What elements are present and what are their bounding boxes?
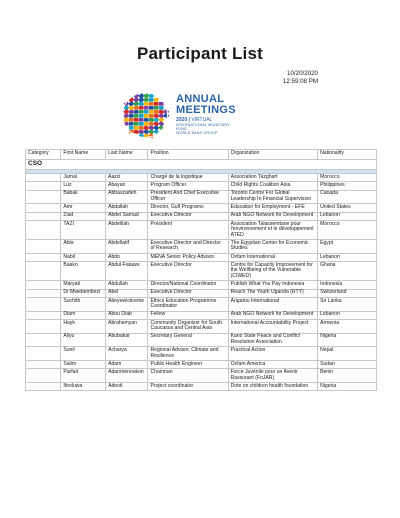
cell-last-name: Adanmènoukon — [106, 369, 148, 383]
cell-last-name: Abdellatif — [106, 240, 148, 254]
cell-last-name: Abrahamyan — [106, 319, 148, 333]
cell-category — [26, 333, 61, 347]
timestamp — [283, 70, 318, 86]
cell-nationality: Armenia — [318, 319, 377, 333]
cell-nationality: Morocco — [318, 174, 377, 182]
cell-position: Chargé de la logistique — [148, 174, 228, 182]
header-position: Position — [148, 150, 228, 160]
cell-first-name: Diam — [61, 311, 106, 319]
table-row — [26, 369, 377, 383]
cell-first-name: Maryati — [61, 281, 106, 289]
cell-organization: Force Juvénile pour un Avenir Rassurant (FoJAR) — [228, 369, 318, 383]
cell-last-name: Abdo — [106, 253, 148, 261]
cell-position: Public Health Engineer — [148, 361, 228, 369]
logo-text — [176, 94, 241, 135]
cell-organization: Association Talassemtane pour l'environnement et le développement ATED — [228, 220, 318, 239]
cell-first-name: Abla — [61, 240, 106, 254]
cell-nationality: Morocco — [318, 220, 377, 239]
cell-nationality: Lebanon — [318, 212, 377, 220]
page-title: Participant List — [136, 44, 263, 63]
table-row — [26, 289, 377, 297]
cell-first-name: Ziad — [61, 212, 106, 220]
cell-category — [26, 319, 61, 333]
logo-edition: VIRTUAL — [191, 117, 213, 123]
cell-category — [26, 361, 61, 369]
cell-category — [26, 369, 61, 383]
table-row — [26, 204, 377, 212]
cell-organization: Association Tazghart — [228, 174, 318, 182]
cell-position: Fellow — [148, 311, 228, 319]
cell-position: Executive Director — [148, 289, 228, 297]
table-row — [26, 319, 377, 333]
participant-table — [25, 149, 377, 391]
logo-org-wbg: WORLD BANK GROUP — [176, 131, 218, 135]
cell-last-name: Abdullah — [106, 281, 148, 289]
cell-position: Secretary General — [148, 333, 228, 347]
cell-category — [26, 297, 61, 311]
cell-nationality: Lebanon — [318, 311, 377, 319]
cell-organization: The Egyptian Center for Economic Studies — [228, 240, 318, 254]
cell-organization: Arab NGO Network for Development — [228, 212, 318, 220]
cell-category — [26, 204, 61, 212]
cell-position: Executive Director — [148, 212, 228, 220]
cell-organization: Kano State Peace and Conflict Resolution Association — [228, 333, 318, 347]
header-first-name: First Name — [61, 150, 106, 160]
cell-last-name: Adeoti — [106, 383, 148, 391]
cell-first-name: TAZI — [61, 220, 106, 239]
cell-first-name: Suchith — [61, 297, 106, 311]
cell-nationality: Ghana — [318, 262, 377, 281]
logo-line-annual: ANNUAL — [176, 93, 225, 105]
cell-category — [26, 190, 61, 204]
cell-category — [26, 212, 61, 220]
cell-category — [26, 240, 61, 254]
table-row — [26, 174, 377, 182]
cell-category — [26, 281, 61, 289]
cell-nationality: United States — [318, 204, 377, 212]
cell-organization: Child Rights Coalition Asia — [228, 182, 318, 190]
cell-position: Executive Director and Director of Research — [148, 240, 228, 254]
cell-first-name: Aliyu — [61, 333, 106, 347]
header-category: Category — [26, 150, 61, 160]
table-row — [26, 212, 377, 220]
cell-last-name: Abou Diab — [106, 311, 148, 319]
cell-first-name: Baako — [61, 262, 106, 281]
cell-position: President And Chief Executive Officer — [148, 190, 228, 204]
logo-year: 2020 — [176, 117, 188, 123]
cell-first-name: Babak — [61, 190, 106, 204]
cell-nationality: Nigeria — [318, 333, 377, 347]
table-row — [26, 240, 377, 254]
cell-position: Director/National Coordinator — [148, 281, 228, 289]
cell-first-name: Jamal — [61, 174, 106, 182]
logo-line-meetings: MEETINGS — [176, 104, 236, 116]
cell-category — [26, 289, 61, 297]
cell-nationality: Sri Lanka — [318, 297, 377, 311]
table-row — [26, 262, 377, 281]
cell-last-name: Abubakar — [106, 333, 148, 347]
cell-nationality: Sudan — [318, 361, 377, 369]
cell-last-name: Abdelilah — [106, 220, 148, 239]
cell-last-name: Abbaszadeh — [106, 190, 148, 204]
print-time: 12:59:08 PM — [282, 78, 318, 85]
cell-organization: Education for Employment - EFE — [228, 204, 318, 212]
cell-organization: International Accountability Project — [228, 319, 318, 333]
cell-position: Regional Advisor, Climate and Resilience — [148, 347, 228, 361]
cell-category — [26, 311, 61, 319]
cell-first-name: Hayk — [61, 319, 106, 333]
cell-position: Program Officer — [148, 182, 228, 190]
cell-organization: Arigatou International — [228, 297, 318, 311]
cell-first-name: Amr — [61, 204, 106, 212]
cell-first-name: Dr Mwebembezi — [61, 289, 106, 297]
cell-last-name: Aaziz — [106, 174, 148, 182]
cell-organization: Oxfam International — [228, 253, 318, 261]
cell-category — [26, 253, 61, 261]
cell-first-name: Parfait — [61, 369, 106, 383]
cell-organization: Centre for Capacity Improvement for the Wellbeing of the Vulnerable (CIWED) — [228, 262, 318, 281]
table-row — [26, 297, 377, 311]
cell-organization: Arab NGO Network for Development — [228, 311, 318, 319]
cell-nationality: Lebanon — [318, 253, 377, 261]
cell-position: Community Organizer for South Caucasus and Central Asia — [148, 319, 228, 333]
cell-position: Ethics Education Programme Coordinator — [148, 297, 228, 311]
cell-first-name: Ifeoluwa — [61, 383, 106, 391]
cell-nationality: Canada — [318, 190, 377, 204]
cell-nationality: Indonesia — [318, 281, 377, 289]
cell-last-name: Abeyewickreme — [106, 297, 148, 311]
cell-organization: Publish What You Pay Indonesia — [228, 281, 318, 289]
cell-last-name: Abayan — [106, 182, 148, 190]
cell-last-name: Abel — [106, 289, 148, 297]
cell-first-name: Salim — [61, 361, 106, 369]
cell-organization: Practical Action — [228, 347, 318, 361]
table-row — [26, 182, 377, 190]
cell-position: Chairman — [148, 369, 228, 383]
cell-category — [26, 174, 61, 182]
cell-last-name: Abdallah — [106, 204, 148, 212]
cell-nationality: Egypt — [318, 240, 377, 254]
table-row — [26, 333, 377, 347]
cell-nationality: Philippines — [318, 182, 377, 190]
header-organization: Organization — [228, 150, 318, 160]
globe-flags-icon — [121, 90, 171, 140]
table-row — [26, 281, 377, 289]
print-date: 10/20/2020 — [287, 70, 318, 77]
cell-last-name: Abdel Samad — [106, 212, 148, 220]
cell-position: Project coordinator — [148, 383, 228, 391]
table-row — [26, 383, 377, 391]
cell-organization: Oxfam America — [228, 361, 318, 369]
cell-position: Executive Director — [148, 262, 228, 281]
table-row — [26, 311, 377, 319]
cell-category — [26, 262, 61, 281]
cell-category — [26, 182, 61, 190]
cell-organization: Toronto Centre For Global Leadership In Financial Supervision — [228, 190, 318, 204]
cell-category — [26, 383, 61, 391]
logo-org-imf: INTERNATIONAL MONETARY FUND — [176, 123, 230, 131]
table-row — [26, 361, 377, 369]
annual-meetings-logo — [121, 90, 241, 140]
cell-last-name: Abdul-Fatawu — [106, 262, 148, 281]
table-row — [26, 220, 377, 239]
cell-nationality: Nepal — [318, 347, 377, 361]
logo-year-line: 2020 | VIRTUAL — [176, 117, 213, 123]
cell-nationality: Nigeria — [318, 383, 377, 391]
cell-category — [26, 347, 61, 361]
cell-first-name: Luz — [61, 182, 106, 190]
cell-position: MENA Senior Policy Advisor — [148, 253, 228, 261]
table-row — [26, 253, 377, 261]
group-label: CSO — [26, 159, 377, 170]
cell-nationality: Benin — [318, 369, 377, 383]
table-row — [26, 347, 377, 361]
cell-nationality: Switzerland — [318, 289, 377, 297]
table-row — [26, 190, 377, 204]
cell-last-name: Adam — [106, 361, 148, 369]
cell-organization: Reach The Youth Uganda (RTY) — [228, 289, 318, 297]
cell-organization: Dote on children health foundation — [228, 383, 318, 391]
cell-category — [26, 220, 61, 239]
table-header-row — [26, 150, 377, 160]
header-nationality: Nationality — [318, 150, 377, 160]
cell-position: Director, Gulf Programs — [148, 204, 228, 212]
header-last-name: Last Name — [106, 150, 148, 160]
group-row-cso — [26, 159, 377, 170]
cell-first-name: Nabil — [61, 253, 106, 261]
cell-last-name: Acharya — [106, 347, 148, 361]
cell-first-name: Sunil — [61, 347, 106, 361]
cell-position: Président — [148, 220, 228, 239]
